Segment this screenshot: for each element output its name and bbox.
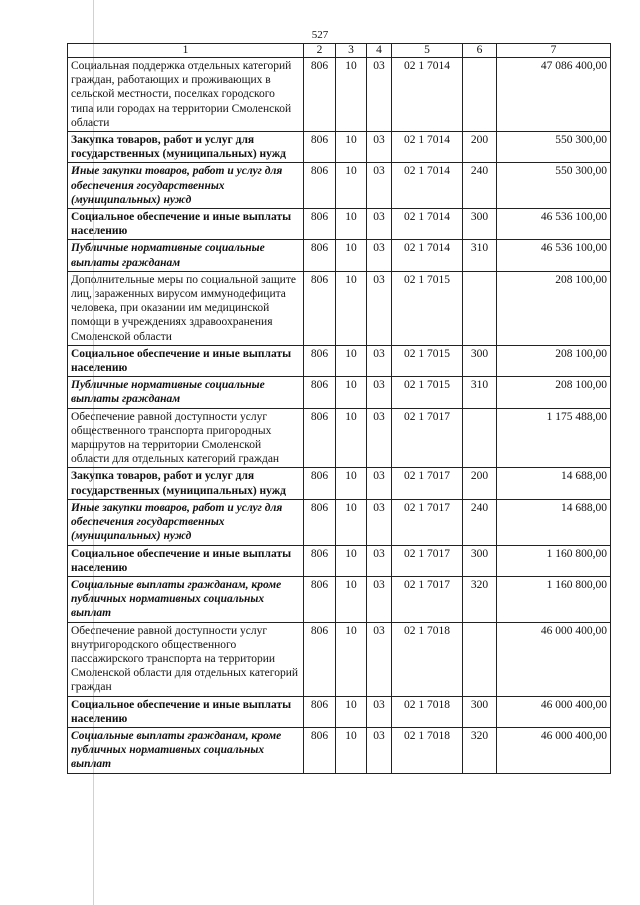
- table-row: [68, 696, 611, 727]
- row-name: Социальное обеспечение и иные выплаты населению: [68, 696, 304, 727]
- row-col-5: 02 1 7018: [392, 727, 463, 773]
- row-col-2: 806: [304, 163, 336, 209]
- row-col-6: 300: [463, 696, 497, 727]
- row-col-7: 1 160 800,00: [497, 576, 611, 622]
- row-col-6: 240: [463, 163, 497, 209]
- row-name: Обеспечение равной доступности услуг общественного транспорта пригородных маршрутов на территории Смоленской области для отдельных категорий граждан: [68, 408, 304, 468]
- row-col-6: [463, 622, 497, 696]
- row-col-5: 02 1 7017: [392, 408, 463, 468]
- row-col-4: 03: [367, 622, 392, 696]
- row-col-2: 806: [304, 622, 336, 696]
- row-col-2: 806: [304, 377, 336, 408]
- row-name: Иные закупки товаров, работ и услуг для обеспечения государственных (муниципальных) нужд: [68, 499, 304, 545]
- row-name: Публичные нормативные социальные выплаты гражданам: [68, 377, 304, 408]
- row-col-3: 10: [336, 622, 367, 696]
- table-row: [68, 240, 611, 271]
- table-row: [68, 345, 611, 376]
- row-col-6: 310: [463, 377, 497, 408]
- row-col-3: 10: [336, 240, 367, 271]
- row-col-5: 02 1 7015: [392, 271, 463, 345]
- row-col-7: 1 175 488,00: [497, 408, 611, 468]
- row-col-4: 03: [367, 499, 392, 545]
- row-col-6: 320: [463, 727, 497, 773]
- row-col-5: 02 1 7018: [392, 622, 463, 696]
- table-row: [68, 499, 611, 545]
- row-col-5: 02 1 7017: [392, 499, 463, 545]
- table-row: [68, 545, 611, 576]
- row-col-4: 03: [367, 408, 392, 468]
- header-col-6: 6: [463, 44, 497, 58]
- row-col-6: 300: [463, 545, 497, 576]
- table-row: [68, 576, 611, 622]
- table-row: [68, 468, 611, 499]
- row-col-3: 10: [336, 271, 367, 345]
- row-col-6: [463, 408, 497, 468]
- row-name: Обеспечение равной доступности услуг внутригородского общественного пассажирского транспорта на территории Смоленской области для отдельных категорий граждан: [68, 622, 304, 696]
- row-col-7: 208 100,00: [497, 377, 611, 408]
- table-row: [68, 377, 611, 408]
- row-col-7: 46 000 400,00: [497, 696, 611, 727]
- row-name: Закупка товаров, работ и услуг для государственных (муниципальных) нужд: [68, 468, 304, 499]
- row-col-5: 02 1 7017: [392, 576, 463, 622]
- page-number: 527: [311, 29, 329, 41]
- row-col-3: 10: [336, 163, 367, 209]
- row-col-5: 02 1 7014: [392, 209, 463, 240]
- table-row: [68, 209, 611, 240]
- row-col-7: 46 536 100,00: [497, 209, 611, 240]
- row-col-5: 02 1 7014: [392, 132, 463, 163]
- table-row: [68, 622, 611, 696]
- row-col-4: 03: [367, 58, 392, 132]
- row-col-5: 02 1 7015: [392, 345, 463, 376]
- row-col-2: 806: [304, 727, 336, 773]
- row-col-4: 03: [367, 576, 392, 622]
- row-col-3: 10: [336, 377, 367, 408]
- budget-table: [67, 43, 611, 774]
- row-col-4: 03: [367, 545, 392, 576]
- row-col-7: 550 300,00: [497, 132, 611, 163]
- row-col-5: 02 1 7014: [392, 240, 463, 271]
- table-row: [68, 408, 611, 468]
- row-name: Иные закупки товаров, работ и услуг для обеспечения государственных (муниципальных) нужд: [68, 163, 304, 209]
- row-name: Закупка товаров, работ и услуг для государственных (муниципальных) нужд: [68, 132, 304, 163]
- row-col-7: 14 688,00: [497, 468, 611, 499]
- row-col-6: 310: [463, 240, 497, 271]
- table-header-row: [68, 44, 611, 58]
- header-col-2: 2: [304, 44, 336, 58]
- row-col-7: 46 536 100,00: [497, 240, 611, 271]
- row-col-5: 02 1 7017: [392, 468, 463, 499]
- row-col-5: 02 1 7017: [392, 545, 463, 576]
- row-col-4: 03: [367, 345, 392, 376]
- header-col-1: 1: [68, 44, 304, 58]
- row-col-4: 03: [367, 468, 392, 499]
- row-col-2: 806: [304, 240, 336, 271]
- row-col-2: 806: [304, 576, 336, 622]
- row-col-5: 02 1 7014: [392, 58, 463, 132]
- row-col-5: 02 1 7015: [392, 377, 463, 408]
- row-col-7: 46 000 400,00: [497, 727, 611, 773]
- row-col-2: 806: [304, 345, 336, 376]
- row-col-4: 03: [367, 727, 392, 773]
- table-body: [68, 58, 611, 774]
- row-col-3: 10: [336, 132, 367, 163]
- row-name: Публичные нормативные социальные выплаты гражданам: [68, 240, 304, 271]
- row-col-4: 03: [367, 132, 392, 163]
- row-col-2: 806: [304, 58, 336, 132]
- row-col-7: 46 000 400,00: [497, 622, 611, 696]
- row-col-2: 806: [304, 468, 336, 499]
- row-col-7: 1 160 800,00: [497, 545, 611, 576]
- row-col-7: 550 300,00: [497, 163, 611, 209]
- row-col-6: 200: [463, 468, 497, 499]
- row-col-6: 240: [463, 499, 497, 545]
- row-col-3: 10: [336, 576, 367, 622]
- row-col-4: 03: [367, 163, 392, 209]
- row-col-5: 02 1 7014: [392, 163, 463, 209]
- row-col-6: [463, 271, 497, 345]
- row-col-2: 806: [304, 696, 336, 727]
- table-row: [68, 163, 611, 209]
- row-col-4: 03: [367, 240, 392, 271]
- row-col-6: 200: [463, 132, 497, 163]
- row-col-2: 806: [304, 499, 336, 545]
- row-name: Социальное обеспечение и иные выплаты населению: [68, 545, 304, 576]
- row-col-3: 10: [336, 345, 367, 376]
- row-col-3: 10: [336, 209, 367, 240]
- row-col-4: 03: [367, 271, 392, 345]
- row-col-3: 10: [336, 727, 367, 773]
- row-col-2: 806: [304, 408, 336, 468]
- row-name: Социальное обеспечение и иные выплаты населению: [68, 209, 304, 240]
- row-col-4: 03: [367, 377, 392, 408]
- row-col-3: 10: [336, 499, 367, 545]
- header-col-7: 7: [497, 44, 611, 58]
- header-col-5: 5: [392, 44, 463, 58]
- row-col-6: [463, 58, 497, 132]
- header-col-3: 3: [336, 44, 367, 58]
- row-col-3: 10: [336, 468, 367, 499]
- row-col-2: 806: [304, 209, 336, 240]
- row-col-4: 03: [367, 696, 392, 727]
- row-name: Социальное обеспечение и иные выплаты населению: [68, 345, 304, 376]
- row-col-3: 10: [336, 58, 367, 132]
- header-col-4: 4: [367, 44, 392, 58]
- table-row: [68, 727, 611, 773]
- row-name: Дополнительные меры по социальной защите лиц, зараженных вирусом иммунодефицита человека, при оказании им медицинской помощи в учреждениях здравоохранения Смоленской области: [68, 271, 304, 345]
- table-row: [68, 271, 611, 345]
- row-name: Социальные выплаты гражданам, кроме публичных нормативных социальных выплат: [68, 576, 304, 622]
- row-name: Социальные выплаты гражданам, кроме публичных нормативных социальных выплат: [68, 727, 304, 773]
- row-col-4: 03: [367, 209, 392, 240]
- table-row: [68, 58, 611, 132]
- row-col-6: 320: [463, 576, 497, 622]
- row-col-3: 10: [336, 408, 367, 468]
- row-col-6: 300: [463, 209, 497, 240]
- row-col-3: 10: [336, 696, 367, 727]
- row-col-6: 300: [463, 345, 497, 376]
- row-col-7: 14 688,00: [497, 499, 611, 545]
- row-col-5: 02 1 7018: [392, 696, 463, 727]
- row-col-2: 806: [304, 271, 336, 345]
- table-row: [68, 132, 611, 163]
- row-col-2: 806: [304, 545, 336, 576]
- row-col-2: 806: [304, 132, 336, 163]
- row-col-7: 208 100,00: [497, 271, 611, 345]
- row-col-7: 47 086 400,00: [497, 58, 611, 132]
- row-col-7: 208 100,00: [497, 345, 611, 376]
- row-name: Социальная поддержка отдельных категорий граждан, работающих и проживающих в сельской местности, поселках городского типа или городах на территории Смоленской области: [68, 58, 304, 132]
- row-col-3: 10: [336, 545, 367, 576]
